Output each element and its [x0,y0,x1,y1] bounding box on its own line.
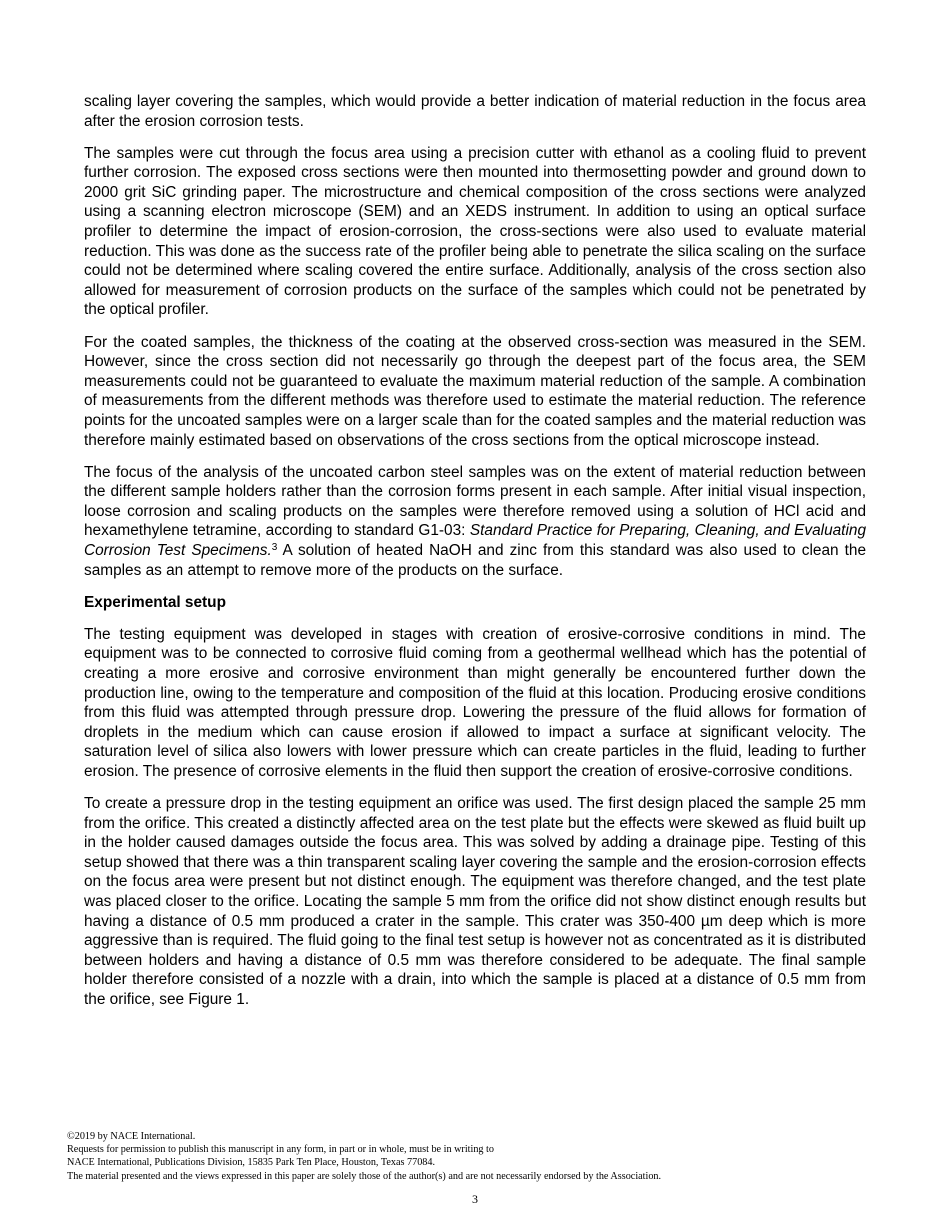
paragraph-text: A solution of heated NaOH and zinc from this standard was also used to clean the samples as an attempt to remove more of the products on the surface. [84,541,867,579]
paragraph-continued: scaling layer covering the samples, which would provide a better indication of material reduction in the focus area after the erosion corrosion tests. [84,93,866,130]
paragraph-pressure-drop: To create a pressure drop in the testing equipment an orifice was used. The first design placed the sample 25 mm from the orifice. This created a distinctly affected area on the test plate but the effects were skewed as fluid built up in the holder caused damages outside the focus area. This was solved by adding a drainage pipe. Testing of this setup showed that there was a thin transparent scaling layer covering the sample and the erosion-corrosion effects on the focus area were present but not distinct enough. The equipment was therefore changed, and the test plate was placed closer to the orifice. Locating the sample 5 mm from the orifice did not show distinct enough results but having a distance of 0.5 mm produced a crater in the sample. This crater was 350-400 µm deep which is more aggressive than is required. The fluid going to the final test setup is however not as concentrated as it is distributed between holders and having a distance of 0.5 mm was therefore considered to be adequate. The final sample holder therefore consisted of a nozzle with a drain, into which the sample is placed at a distance of 0.5 mm from the orifice, see Figure 1. [84,795,866,1008]
paragraph-text: The focus of the analysis of the uncoated carbon steel samples was on the extent of material reduction between the different sample holders rather than the corrosion forms present in each sample. After initial visual inspection, loose corrosion and scaling products on the samples were therefore removed using a solution of HCl acid and hexamethylene tetramine, according to standard G1-03: [84,463,866,540]
footer-line: Requests for permission to publish this manuscript in any form, in part or in whole, must be in writing to [67,1144,494,1156]
paragraph-cross-sections: The samples were cut through the focus area using a precision cutter with ethanol as a cooling fluid to prevent further corrosion. The exposed cross sections were then mounted into thermosetting powder and ground down to 2000 grit SiC grinding paper. The microstructure and chemical composition of the cross sections were analyzed using a scanning electron microscope (SEM) and an XEDS instrument. In addition to using an optical surface profiler to determine the impact of erosion-corrosion, the cross-sections were also used to evaluate material reduction. This was done as the success rate of the profiler being able to penetrate the silica scaling on the surface could not be determined where scaling covered the entire surface. Additionally, analysis of the cross section also allowed for measurement of corrosion products on the surface of the samples which could not be penetrated by the optical profiler. [84,144,866,319]
section-heading: Experimental setup [84,593,226,611]
paragraph-coated-samples: For the coated samples, the thickness of the coating at the observed cross-section was measured in the SEM. However, since the cross section did not necessarily go through the deepest part of the focus area, the SEM measurements could not be guaranteed to evaluate the maximum material reduction of the sample. A combination of measurements from the different methods was therefore used to estimate the material reduction. The reference points for the uncoated samples were on a larger scale than for the coated samples and the material reduction was therefore mainly estimated based on observations of the cross sections from the optical microscope instead. [84,333,866,449]
paragraph-testing-equipment: The testing equipment was developed in stages with creation of erosive-corrosive conditions in mind. The equipment was to be connected to corrosive fluid coming from a geothermal wellhead which has the potential of creating a more erosive and corrosive environment than might generally be encountered further down the production line, owing to the temperature and composition of the fluid at this location. Producing erosive conditions from this fluid was attempted through pressure drop. Lowering the pressure of the fluid allows for formation of droplets in the medium which can cause erosion if allowed to impact a surface at significant velocity. The saturation level of silica also lowers with lower pressure which can create particles in the fluid, leading to further erosion. The presence of corrosive elements in the fluid then support the creation of erosive-corrosive conditions. [84,625,866,780]
footer-line: NACE International, Publications Division, 15835 Park Ten Place, Houston, Texas 77084. [67,1157,436,1169]
footer-line: The material presented and the views expressed in this paper are solely those of the author(s) and are not necessarily endorsed by the Association. [67,1170,662,1182]
copyright-notice: ©2019 by NACE International. [67,1131,196,1142]
paragraph-uncoated-analysis [84,463,866,581]
main-text [84,92,866,1022]
page-footer [67,1130,887,1183]
standard-title: Standard Practice for Preparing, Cleaning, and Evaluating Corrosion Test Specimens. [84,522,866,559]
reference-marker: 3 [271,541,278,553]
page-number: 3 [472,1192,478,1206]
